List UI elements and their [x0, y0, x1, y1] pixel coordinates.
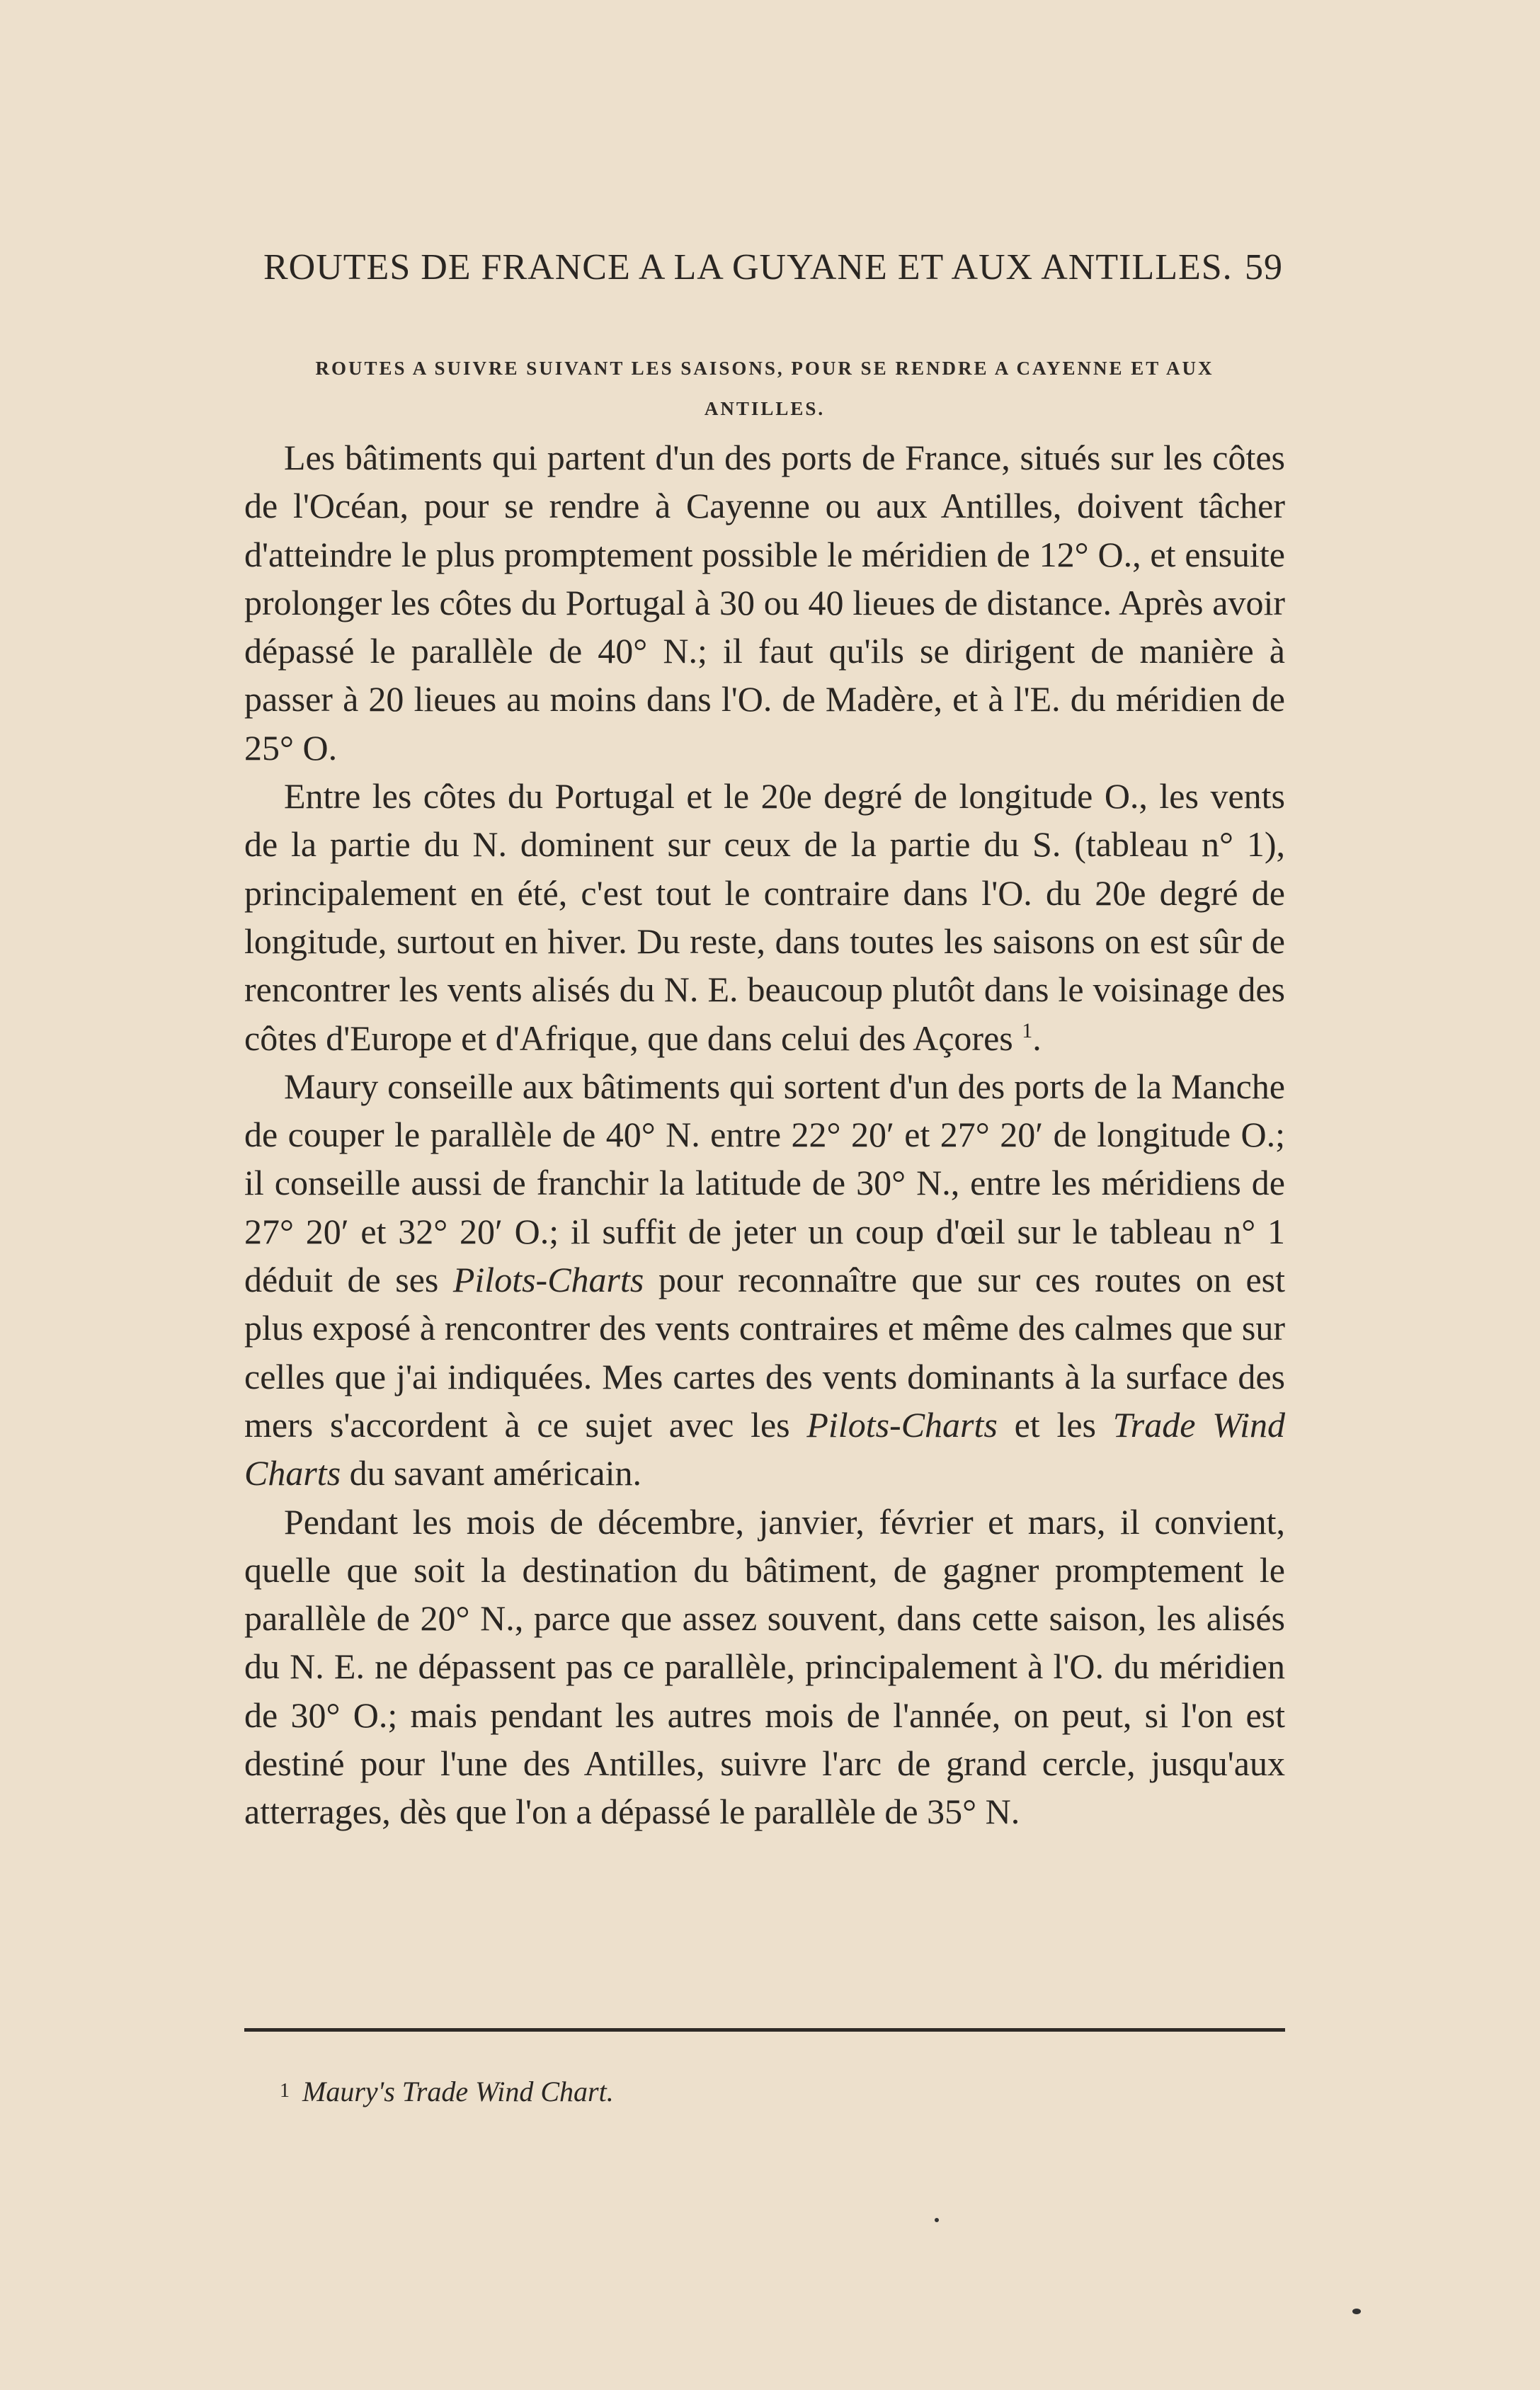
paragraph-3: Maury conseille aux bâtiments qui sortent d'un des ports de la Manche de couper le parallèle de 40° N. entre 22° 20′ et 27° 20′ de longitude O.; il conseille aussi de franchir la latitude de 30° N., entre les méridiens de 27° 20′ et 32° 20′ O.; il suffit de jeter un coup d'œil sur le tableau n° 1 déduit de ses Pilots-Charts pour reconnaître que sur ces routes on est plus exposé à rencontrer des vents contraires et même des calmes que sur celles que j'ai indiquées. Mes cartes des vents dominants à la surface des mers s'accordent à ce sujet avec les Pilots-Charts et les Trade Wind Charts du savant américain.	[244, 1066, 1285, 1493]
ink-speck	[935, 2218, 939, 2222]
footnote-text: Maury's Trade Wind Chart.	[302, 2076, 614, 2107]
page-number: 59	[1245, 247, 1283, 288]
section-title-line-2: ANTILLES.	[704, 398, 826, 419]
paragraph-2: Entre les côtes du Portugal et le 20e degré de longitude O., les vents de la partie du N. dominent sur ceux de la partie du S. (tableau n° 1), principalement en été, c'est tout le contraire dans l'O. du 20e degré de longitude, surtout en hiver. Du reste, dans toutes les saisons on est sûr de rencontrer les vents alisés du N. E. beaucoup plutôt dans le voisinage des côtes d'Europe et d'Afrique, que dans celui des Açores $^1$.	[244, 776, 1285, 1058]
footnote-rule	[244, 2028, 1285, 2032]
body-text	[244, 433, 1285, 1836]
italic-pilots-charts: Pilots-Charts	[452, 1260, 644, 1300]
footnote-reference: 1	[1022, 1018, 1033, 1042]
running-title: ROUTES DE FRANCE A LA GUYANE ET AUX ANTILLES.	[263, 247, 1233, 288]
ink-speck	[1352, 2309, 1361, 2314]
italic-trade-wind-charts: Trade Wind Charts	[244, 1404, 1285, 1493]
italic-pilots-charts-2: Pilots-Charts	[806, 1404, 998, 1445]
footnote-marker: 1	[280, 2080, 290, 2102]
section-title-line-1: ROUTES A SUIVRE SUIVANT LES SAISONS, POUR SE RENDRE A CAYENNE ET AUX	[315, 358, 1214, 379]
footnote	[280, 2075, 1285, 2108]
paragraph-4: Pendant les mois de décembre, janvier, février et mars, il convient, quelle que soit la destination du bâtiment, de gagner promptement le parallèle de 20° N., parce que assez souvent, dans cette saison, les alisés du N. E. ne dépassent pas ce parallèle, principalement à l'O. du méridien de 30° O.; mais pendant les autres mois de l'année, on peut, si l'on est destiné pour l'une des Antilles, suivre l'arc de grand cercle, jusqu'aux atterrages, dès que l'on a dépassé le parallèle de 35° N.	[244, 1501, 1285, 1832]
section-title	[244, 348, 1285, 429]
paragraph-2-text: Entre les côtes du Portugal et le 20e degré de longitude O., les vents de la partie du N. dominent sur ceux de la partie du S. (tableau n° 1), principalement en été, c'est tout le contraire dans l'O. du 20e degré de longitude, surtout en hiver. Du reste, dans toutes les saisons on est sûr de rencontrer les vents alisés du N. E. beaucoup plutôt dans le voisinage des côtes d'Europe et d'Afrique, que dans celui des Açores	[244, 776, 1285, 1058]
paragraph-1: Les bâtiments qui partent d'un des ports de France, situés sur les côtes de l'Océan, pour se rendre à Cayenne ou aux Antilles, doivent tâcher d'atteindre le plus promptement possible le méridien de 12° O., et ensuite prolonger les côtes du Portugal à 30 ou 40 lieues de distance. Après avoir dépassé le parallèle de 40° N.; il faut qu'ils se dirigent de manière à passer à 20 lieues au moins dans l'O. de Madère, et à l'E. du méridien de 25° O.	[244, 438, 1285, 768]
